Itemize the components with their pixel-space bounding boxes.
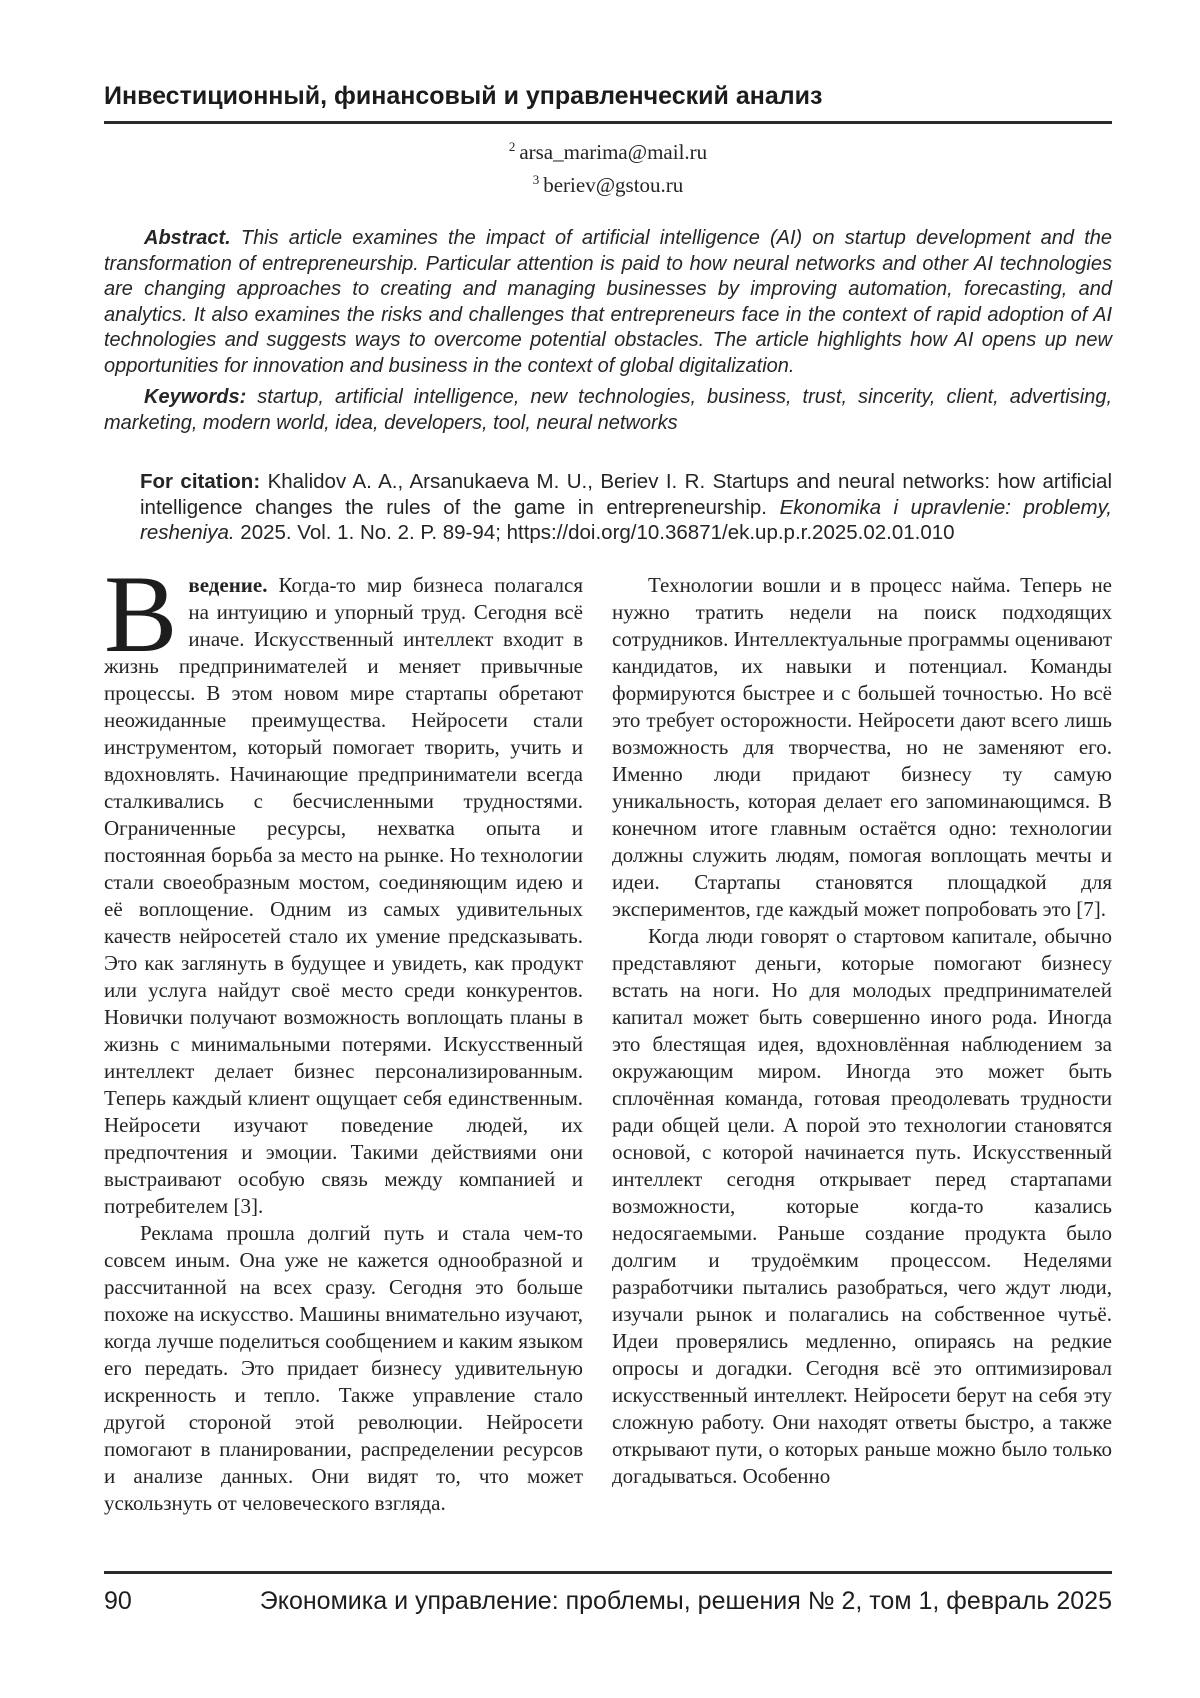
page-content — [104, 0, 1112, 1517]
body-paragraph: Реклама прошла долгий путь и стала чем-то совсем иным. Она уже не кажется однообразной и рассчитанной на всех сразу. Сегодня это больше похоже на искусство. Машины внимательно изучают, когда лучше поделиться сообщением и каким языком его передать. Это придает бизнесу удивительную искренность и тепло. Также управление стало другой стороной этой революции. Нейросети помогают в планировании, распределении ресурсов и анализе данных. Они видят то, что может ускользнуть от человеческого взгляда. — [104, 1220, 583, 1515]
running-head-section-title: Инвестиционный, финансовый и управленческий анализ — [104, 82, 823, 110]
lead-paragraph — [104, 552, 583, 1220]
abstract-paragraph — [104, 226, 1112, 379]
left-column — [104, 552, 583, 1517]
page-number: 90 — [104, 1587, 132, 1615]
citation-text: Khalidov A. A., Arsanukaeva M. U., Beriev I. R. Startups and neural networks: how artificial intelligence changes the rules of the game in entrepreneurship. — [140, 470, 1112, 519]
right-column — [612, 572, 1112, 1517]
keywords-paragraph — [104, 385, 1112, 436]
citation-source: Ekonomika i upravlenie: problemy, resheniya. — [140, 495, 1112, 544]
email-line — [104, 133, 1112, 166]
email-address: arsa_marima@mail.ru — [519, 140, 708, 164]
footnote-marker: 2 — [508, 139, 516, 154]
abstract-text: This article examines the impact of artificial intelligence (AI) on startup development and the transformation of entrepreneurship. Particular attention is paid to how neural networks and other AI technologies are changing approaches to creating and managing businesses by improving automation, forecasting, and analytics. It also examines the risks and challenges that entrepreneurs face in the context of rapid adoption of AI technologies and suggests ways to overcome potential obstacles. The article highlights how AI opens up new opportunities for innovation and business in the context of global digitalization. — [104, 227, 1112, 377]
footnote-marker: 3 — [532, 172, 540, 187]
citation-label: For citation: — [140, 470, 261, 493]
keywords-label: Keywords: — [144, 386, 247, 408]
page-footer — [104, 1571, 1112, 1616]
body-paragraph: Когда люди говорят о стартовом капитале, обычно представляют деньги, которые помогают бизнесу встать на ноги. Но для молодых предпринимателей капитал может быть совершенно иного рода. Иногда это блестящая идея, вдохновлённая наблюдением за окружающим миром. Иногда это может быть сплочённая команда, готовая преодолевать трудности ради общей цели. А порой это технологии становятся основой, с которой начинается путь. Искусственный интеллект сегодня открывает перед стартапами возможности, которые когда-то казались недосягаемыми. Раньше создание продукта было долгим и трудоёмким процессом. Неделями разработчики пытались разобраться, чего ждут люди, изучали рынок и полагались на собственное чутьё. Идеи проверялись медленно, опираясь на редкие опросы и догадки. Сегодня всё это оптимизировал искусственный интеллект. Нейросети берут на себя эту сложную работу. Они находят ответы быстро, а также открывают пути, о которых раньше можно было только догадываться. Особенно — [612, 923, 1112, 1488]
email-address: beriev@gstou.ru — [543, 173, 684, 197]
email-line — [104, 166, 1112, 199]
abstract-label: Abstract. — [144, 227, 231, 249]
citation-block — [140, 469, 1112, 546]
body-paragraph: Технологии вошли и в процесс найма. Теперь не нужно тратить недели на поиск подходящих сотрудников. Интеллектуальные программы оценивают кандидатов, их навыки и потенциал. Команды формируются быстрее и с большей точностью. Но всё это требует осторожности. Нейросети дают всего лишь возможность для творчества, но не заменяют его. Именно люди придают бизнесу ту самую уникальность, которая делает его запоминающимся. В конечном итоге главным остаётся одно: технологии должны служить людям, помогая воплощать мечты и идеи. Стартапы становятся площадкой для экспериментов, где каждый может попробовать это [7]. — [612, 572, 1112, 921]
article-body — [104, 552, 1112, 1517]
header-rule — [104, 121, 1112, 124]
lead-text: Когда-то мир бизнеса полагался на интуицию и упорный труд. Сегодня всё иначе. Искусственный интеллект входит в жизнь предпринимателей и меняет привычные процессы. В этом новом мире стартапы обретают неожиданные преимущества. Нейросети стали инструментом, который помогает творить, учить и вдохновлять. Начинающие предприниматели всегда сталкивались с бесчисленными трудностями. Ограниченные ресурсы, нехватка опыта и постоянная борьба за место на рынке. Но технологии стали своеобразным мостом, соединяющим идею и её воплощение. Одним из самых удивительных качеств нейросетей стало их умение предсказывать. Это как заглянуть в будущее и увидеть, как продукт или услуга найдут своё место среди конкурентов. Новички получают возможность воплощать планы в жизнь с минимальными потерями. Искусственный интеллект делает бизнес персонализированным. Теперь каждый клиент ощущает себя единственным. Нейросети изучают поведение людей, их предпочтения и эмоции. Такими действиями они выстраивают особую связь между компанией и потребителем [3]. — [104, 572, 583, 1218]
lead-bold-word: ведение. — [188, 572, 268, 597]
author-emails — [104, 133, 1112, 199]
keywords-text: startup, artificial intelligence, new technologies, business, trust, sincerity, client, advertising, marketing, modern world, idea, developers, tool, neural networks — [104, 386, 1112, 434]
journal-title-line: Экономика и управление: проблемы, решения № 2, том 1, февраль 2025 — [259, 1587, 1112, 1615]
drop-cap: В — [104, 552, 178, 675]
citation-tail: 2025. Vol. 1. No. 2. P. 89-94; https://doi.org/10.36871/ek.up.p.r.2025.02.01.010 — [234, 521, 955, 544]
